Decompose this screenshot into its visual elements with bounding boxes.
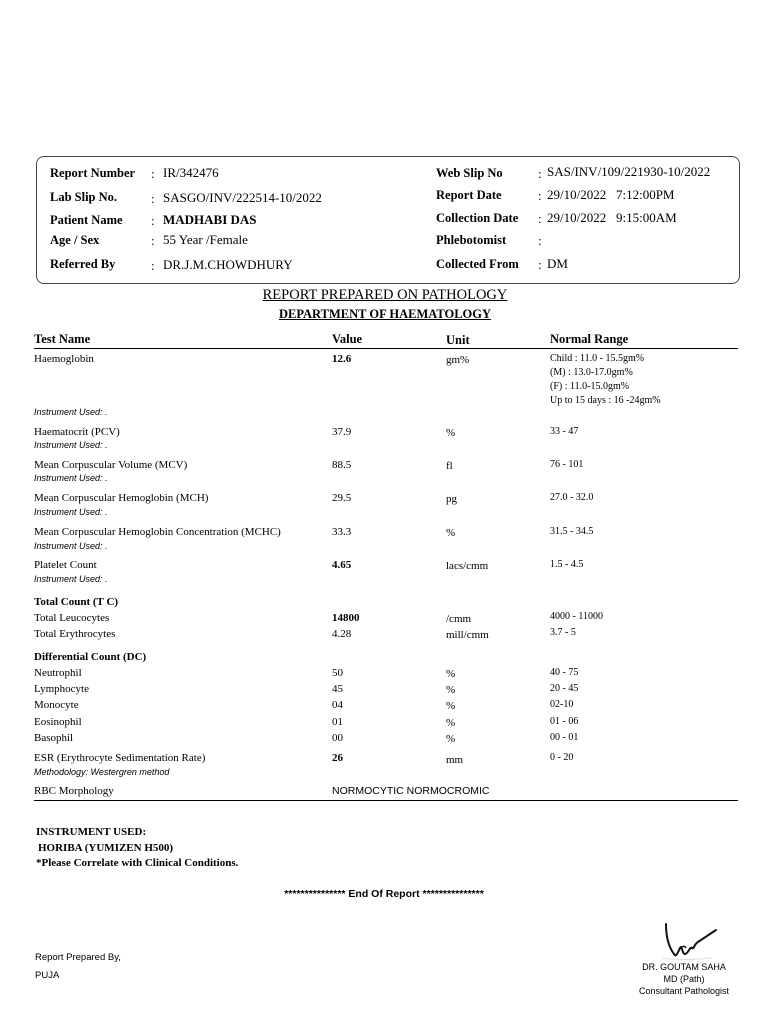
doctor-designation: Consultant Pathologist xyxy=(638,986,730,996)
test-value: 4.65 xyxy=(332,559,352,571)
instrument-name: HORIBA (YUMIZEN H500) xyxy=(38,842,174,854)
test-value: 88.5 xyxy=(332,459,352,471)
colon: : xyxy=(151,166,155,181)
collected-from-value: DM xyxy=(547,256,568,271)
report-number-value: IR/342476 xyxy=(163,165,219,180)
doctor-name: DR. GOUTAM SAHA xyxy=(642,962,726,972)
colon: : xyxy=(538,211,542,226)
test-name: Basophil xyxy=(34,732,74,744)
normal-range: 00 - 01 xyxy=(550,732,579,743)
test-unit: fl xyxy=(446,460,453,472)
test-unit: gm% xyxy=(446,354,470,366)
test-unit: mill/cmm xyxy=(446,629,489,641)
normal-range-line: Child : 11.0 - 15.5gm% xyxy=(550,353,645,364)
test-value: 04 xyxy=(332,699,343,711)
normal-range: 27.0 - 32.0 xyxy=(550,492,594,503)
test-value: 12.6 xyxy=(332,353,352,365)
test-unit: % xyxy=(446,733,456,745)
test-name: Haemoglobin xyxy=(34,353,94,365)
normal-range: 02-10 xyxy=(550,699,574,710)
test-name: RBC Morphology xyxy=(34,785,114,797)
table-end-divider xyxy=(34,800,738,801)
phlebotomist-label: Phlebotomist xyxy=(436,233,507,247)
test-name: Total Erythrocytes xyxy=(34,628,116,640)
normal-range: 20 - 45 xyxy=(550,683,579,694)
age-sex-label: Age / Sex xyxy=(50,233,100,247)
referred-by-label: Referred By xyxy=(50,257,116,271)
normal-range: 1.5 - 4.5 xyxy=(550,559,584,570)
web-slip-value: SAS/INV/109/221930-10/2022 xyxy=(547,164,711,179)
test-name: Platelet Count xyxy=(34,559,97,571)
test-name: Lymphocyte xyxy=(34,683,89,695)
normal-range-line: (F) : 11.0-15.0gm% xyxy=(550,381,630,392)
test-name: Neutrophil xyxy=(34,667,82,679)
colon: : xyxy=(151,191,155,206)
end-of-report: *************** End Of Report *************** xyxy=(284,888,484,900)
colon: : xyxy=(151,258,155,273)
report-date-value: 29/10/2022 7:12:00PM xyxy=(547,187,675,202)
normal-range: 31.5 - 34.5 xyxy=(550,526,594,537)
test-name: Monocyte xyxy=(34,699,79,711)
normal-range-line: (M) : 13.0-17.0gm% xyxy=(550,367,633,378)
test-name: Haematocrit (PCV) xyxy=(34,426,120,438)
test-value: 50 xyxy=(332,667,343,679)
test-unit: % xyxy=(446,427,456,439)
test-unit: % xyxy=(446,700,456,712)
instrument-used-heading: INSTRUMENT USED: xyxy=(36,826,147,838)
test-value: 45 xyxy=(332,683,343,695)
test-unit: lacs/cmm xyxy=(446,560,489,572)
header-divider xyxy=(34,348,738,349)
department-title: DEPARTMENT OF HAEMATOLOGY xyxy=(278,307,492,321)
test-name: Mean Corpuscular Volume (MCV) xyxy=(34,459,188,471)
web-slip-label: Web Slip No xyxy=(436,166,503,180)
normal-range-line: Up to 15 days : 16 -24gm% xyxy=(550,395,661,406)
column-test-name: Test Name xyxy=(34,332,91,346)
clinical-correlation-note: *Please Correlate with Clinical Conditions. xyxy=(36,857,239,869)
instrument-note: Instrument Used: . xyxy=(34,440,108,450)
test-value: 00 xyxy=(332,732,343,744)
report-title: REPORT PREPARED ON PATHOLOGY xyxy=(262,287,508,303)
test-value: 4.28 xyxy=(332,628,352,640)
prepared-by-name: PUJA xyxy=(35,970,60,981)
colon: : xyxy=(538,233,542,248)
collection-date-label: Collection Date xyxy=(436,211,519,225)
normal-range: 0 - 20 xyxy=(550,752,574,763)
prepared-by-label: Report Prepared By, xyxy=(35,952,121,963)
lab-slip-label: Lab Slip No. xyxy=(50,190,118,204)
methodology-note: Methodology: Westergren method xyxy=(34,767,170,777)
instrument-note: Instrument Used: . xyxy=(34,507,108,517)
colon: : xyxy=(538,166,542,181)
test-name: Eosinophil xyxy=(34,716,82,728)
test-name: Total Leucocytes xyxy=(34,612,110,624)
instrument-note: Instrument Used: . xyxy=(34,541,108,551)
instrument-note: Instrument Used: . xyxy=(34,574,108,584)
normal-range: 40 - 75 xyxy=(550,667,579,678)
normal-range: 3.7 - 5 xyxy=(550,627,576,638)
test-name: Mean Corpuscular Hemoglobin Concentration (MCHC) xyxy=(34,526,281,538)
patient-name-label: Patient Name xyxy=(50,213,123,227)
test-value: 01 xyxy=(332,716,343,728)
column-value: Value xyxy=(332,332,363,346)
test-name: Mean Corpuscular Hemoglobin (MCH) xyxy=(34,492,209,504)
normal-range: 33 - 47 xyxy=(550,426,579,437)
test-unit: % xyxy=(446,668,456,680)
colon: : xyxy=(151,213,155,228)
column-normal-range: Normal Range xyxy=(550,332,629,346)
column-unit: Unit xyxy=(446,333,470,347)
test-name: ESR (Erythrocyte Sedimentation Rate) xyxy=(34,752,206,764)
colon: : xyxy=(151,233,155,248)
normal-range: 01 - 06 xyxy=(550,716,579,727)
test-value: 26 xyxy=(332,752,343,764)
colon: : xyxy=(538,188,542,203)
instrument-note: Instrument Used: . xyxy=(34,473,108,483)
age-sex-value: 55 Year /Female xyxy=(163,232,248,247)
normal-range: 4000 - 11000 xyxy=(550,611,603,622)
collection-date-value: 29/10/2022 9:15:00AM xyxy=(547,210,677,225)
lab-slip-value: SASGO/INV/222514-10/2022 xyxy=(163,190,322,205)
test-unit: pg xyxy=(446,493,457,505)
section-heading-differential-count: Differential Count (DC) xyxy=(34,651,147,663)
report-number-label: Report Number xyxy=(50,166,136,180)
signature-image xyxy=(652,918,722,964)
section-heading-total-count: Total Count (T C) xyxy=(34,596,119,608)
patient-name-value: MADHABI DAS xyxy=(163,212,257,227)
referred-by-value: DR.J.M.CHOWDHURY xyxy=(163,257,293,272)
test-unit: % xyxy=(446,684,456,696)
test-unit: /cmm xyxy=(446,613,472,625)
test-value: 37.9 xyxy=(332,426,352,438)
test-value: 14800 xyxy=(332,612,360,624)
test-unit: % xyxy=(446,527,456,539)
report-date-label: Report Date xyxy=(436,188,502,202)
rbc-morphology-value: NORMOCYTIC NORMOCROMIC xyxy=(332,785,490,797)
test-value: 33.3 xyxy=(332,526,352,538)
colon: : xyxy=(538,257,542,272)
test-unit: % xyxy=(446,717,456,729)
doctor-qualification: MD (Path) xyxy=(663,974,705,984)
test-value: 29.5 xyxy=(332,492,352,504)
collected-from-label: Collected From xyxy=(436,257,519,271)
test-unit: mm xyxy=(446,754,464,766)
normal-range: 76 - 101 xyxy=(550,459,584,470)
instrument-note: Instrument Used: . xyxy=(34,407,108,417)
